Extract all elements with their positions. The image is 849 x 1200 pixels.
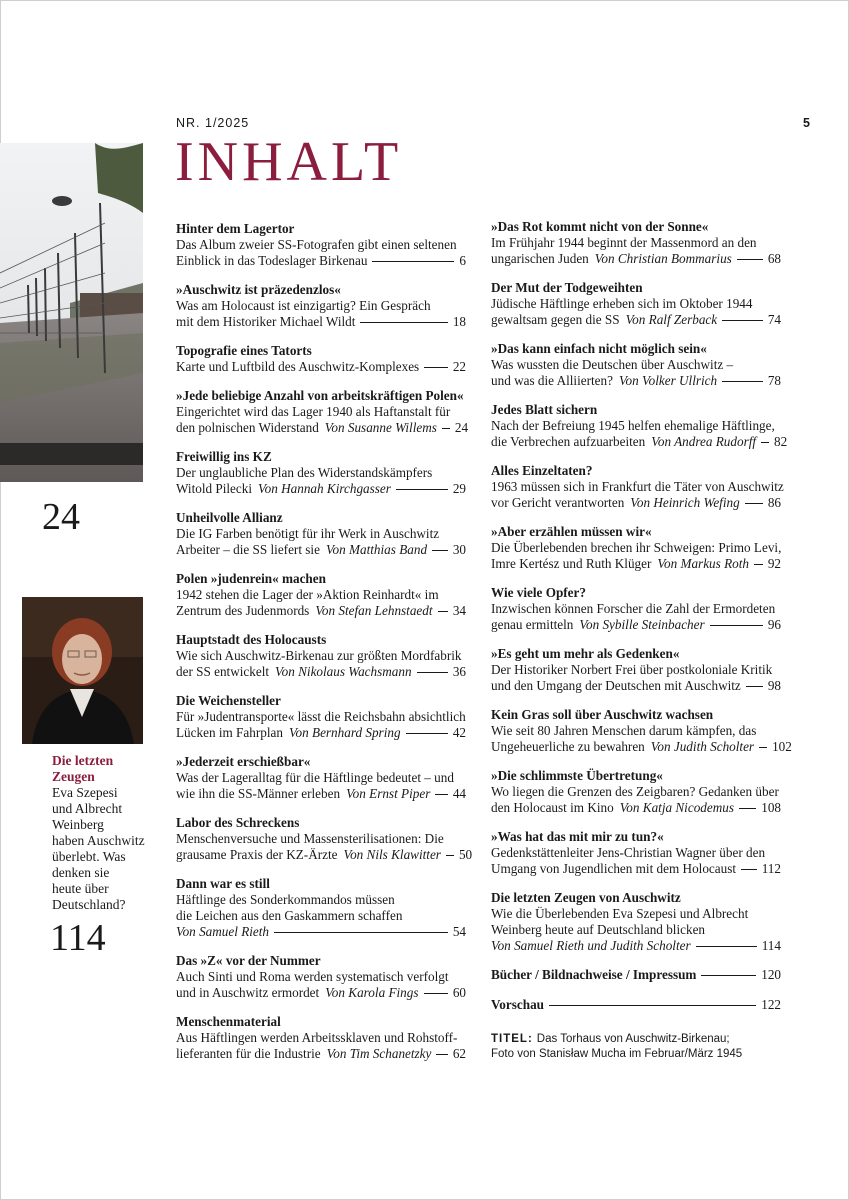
toc-entry-description: Gedenkstättenleiter Jens-Christian Wagner über den bbox=[491, 845, 766, 860]
toc-entry-title: »Aber erzählen müssen wir« bbox=[491, 524, 652, 539]
leader-line bbox=[274, 932, 448, 933]
toc-entry-author: Von Tim Schanetzky bbox=[326, 1046, 432, 1061]
toc-entry[interactable] bbox=[176, 282, 466, 330]
toc-entry[interactable] bbox=[491, 646, 781, 694]
toc-entry-last-line bbox=[491, 556, 781, 572]
leader-line bbox=[696, 946, 757, 947]
toc-entry-title: Hauptstadt des Holocausts bbox=[176, 632, 327, 647]
toc-entry[interactable] bbox=[491, 768, 781, 816]
toc-entry[interactable] bbox=[176, 388, 469, 436]
toc-page-number: 68 bbox=[767, 251, 781, 266]
leader-line bbox=[741, 869, 757, 870]
leader-line bbox=[746, 686, 763, 687]
toc-entry-description: Lücken im Fahrplan bbox=[176, 725, 283, 740]
toc-entry-description: Der unglaubliche Plan des Widerstandskämpfers bbox=[176, 465, 433, 480]
leader-line bbox=[701, 975, 756, 976]
toc-entry-author: Von Nikolaus Wachsmann bbox=[275, 664, 412, 679]
leader-line bbox=[438, 611, 448, 612]
toc-entry-description: vor Gericht verantworten bbox=[491, 495, 625, 510]
toc-entry-author: Von Katja Nicodemus bbox=[619, 800, 734, 815]
toc-entry-title: Freiwillig ins KZ bbox=[176, 449, 272, 464]
toc-entry-title: Jedes Blatt sichern bbox=[491, 402, 598, 417]
caption-line: und Albrecht bbox=[52, 801, 123, 816]
caption-line: Deutschland? bbox=[52, 897, 126, 912]
toc-entry-last-line bbox=[491, 434, 788, 450]
toc-page-number: 96 bbox=[767, 617, 781, 632]
leader-line bbox=[436, 1054, 447, 1055]
toc-entry-title: Polen »judenrein« machen bbox=[176, 571, 326, 586]
toc-entry-title: Alles Einzeltaten? bbox=[491, 463, 593, 478]
toc-entry-last-line bbox=[491, 251, 781, 267]
toc-entry-description: Jüdische Häftlinge erheben sich im Oktober 1944 bbox=[491, 296, 753, 311]
toc-entry-description: und in Auschwitz ermordet bbox=[176, 985, 320, 1000]
toc-page-number: 44 bbox=[452, 786, 466, 801]
toc-entry-description: Wie die Überlebenden Eva Szepesi und Albrecht bbox=[491, 906, 749, 921]
toc-entry[interactable] bbox=[176, 1014, 466, 1062]
toc-entry[interactable] bbox=[491, 219, 781, 267]
toc-entry-last-line bbox=[176, 847, 473, 863]
toc-entry-last-line bbox=[491, 938, 781, 954]
toc-entry-description: Weinberg heute auf Deutschland blicken bbox=[491, 922, 706, 937]
toc-entry-description: gewaltsam gegen die SS bbox=[491, 312, 620, 327]
toc-entry-title: Der Mut der Todgeweihten bbox=[491, 280, 643, 295]
toc-page-number: 102 bbox=[772, 739, 792, 754]
leader-line bbox=[739, 808, 756, 809]
leader-line bbox=[446, 855, 454, 856]
toc-entry-title: »Es geht um mehr als Gedenken« bbox=[491, 646, 680, 661]
cover-credit bbox=[491, 1032, 791, 1062]
toc-page-number: 34 bbox=[452, 603, 466, 618]
toc-entry-last-line bbox=[176, 725, 466, 741]
toc-entry-author: Von Karola Fings bbox=[325, 985, 419, 1000]
toc-entry-description: wie ihn die SS-Männer erleben bbox=[176, 786, 341, 801]
toc-entry-title: »Jede beliebige Anzahl von arbeitskräftigen Polen« bbox=[176, 388, 464, 403]
toc-page-number: 29 bbox=[452, 481, 466, 496]
toc-page-number: 24 bbox=[454, 420, 469, 435]
toc-column-left bbox=[176, 221, 473, 1075]
toc-page-number: 22 bbox=[452, 359, 466, 374]
camp-fence-photo[interactable] bbox=[0, 143, 143, 482]
leader-line bbox=[761, 442, 769, 443]
cover-line-2: Foto von Stanisław Mucha im Februar/März 1945 bbox=[491, 1048, 743, 1060]
toc-entry-description: 1942 stehen die Lager der »Aktion Reinhardt« im bbox=[176, 587, 439, 602]
toc-entry-description: Die Überlebenden brechen ihr Schweigen: Primo Levi, bbox=[491, 540, 782, 555]
toc-entry-title: Unheilvolle Allianz bbox=[176, 510, 283, 525]
leader-line bbox=[424, 993, 448, 994]
toc-entry-author: Von Nils Klawitter bbox=[343, 847, 441, 862]
caption-line: Weinberg bbox=[52, 817, 104, 832]
toc-entry-description: Wo liegen die Grenzen des Zeigbaren? Gedanken über bbox=[491, 784, 779, 799]
toc-entry-title: Dann war es still bbox=[176, 876, 270, 891]
leader-line bbox=[406, 733, 448, 734]
toc-entry[interactable] bbox=[491, 585, 781, 633]
toc-entry[interactable] bbox=[491, 829, 781, 877]
issue-number: NR. 1/2025 bbox=[176, 116, 250, 130]
toc-entry-title: »Das kann einfach nicht möglich sein« bbox=[491, 341, 707, 356]
toc-entry-last-line bbox=[491, 312, 781, 328]
toc-entry-author: Von Hannah Kirchgasser bbox=[258, 481, 391, 496]
toc-entry[interactable] bbox=[176, 815, 473, 863]
leader-line bbox=[396, 489, 448, 490]
caption-line: denken sie bbox=[52, 865, 110, 880]
toc-entry-last-line bbox=[491, 739, 792, 755]
toc-page-number: 98 bbox=[767, 678, 781, 693]
toc-entry[interactable] bbox=[491, 707, 792, 755]
toc-entry-title: Die Weichensteller bbox=[176, 693, 281, 708]
toc-entry[interactable] bbox=[176, 953, 466, 1001]
leader-line bbox=[442, 428, 450, 429]
toc-entry-title: »Auschwitz ist präzedenzlos« bbox=[176, 282, 341, 297]
toc-entry-author: Von Volker Ullrich bbox=[618, 373, 718, 388]
toc-entry-description: Menschenversuche und Massensterilisationen: Die bbox=[176, 831, 444, 846]
feature-page-number-top: 24 bbox=[42, 496, 80, 538]
toc-entry-description: Aus Häftlingen werden Arbeitssklaven und Rohstoff- bbox=[176, 1030, 458, 1045]
toc-page-number: 92 bbox=[767, 556, 781, 571]
toc-entry-title: Menschenmaterial bbox=[176, 1014, 281, 1029]
cover-line-1: Das Torhaus von Auschwitz-Birkenau; bbox=[536, 1033, 730, 1045]
toc-page-number: 82 bbox=[774, 434, 788, 449]
toc-entry[interactable] bbox=[491, 341, 781, 389]
toc-entry-title: »Die schlimmste Übertretung« bbox=[491, 768, 663, 783]
toc-page-number: 120 bbox=[761, 967, 781, 982]
toc-entry[interactable] bbox=[491, 402, 788, 450]
toc-entry-description: Ungeheuerliche zu bewahren bbox=[491, 739, 645, 754]
toc-page-number: 6 bbox=[459, 253, 466, 268]
toc-entry-description: und den Umgang der Deutschen mit Auschwitz bbox=[491, 678, 741, 693]
toc-entry[interactable] bbox=[176, 693, 466, 741]
toc-entry[interactable] bbox=[176, 510, 466, 558]
leader-line bbox=[737, 259, 763, 260]
toc-entry-description: lieferanten für die Industrie bbox=[176, 1046, 321, 1061]
toc-entry-title: Das »Z« vor der Nummer bbox=[176, 953, 321, 968]
toc-entry-last-line bbox=[176, 253, 466, 269]
toc-entry-author: Von Sybille Steinbacher bbox=[579, 617, 705, 632]
toc-entry-author: Von Andrea Rudorff bbox=[651, 434, 757, 449]
leader-line bbox=[432, 550, 448, 551]
toc-entry-title: »Das Rot kommt nicht von der Sonne« bbox=[491, 219, 709, 234]
toc-entry-title: Wie viele Opfer? bbox=[491, 585, 586, 600]
toc-entry-last-line bbox=[176, 786, 466, 802]
toc-entry-author: Von Heinrich Wefing bbox=[630, 495, 740, 510]
leader-line bbox=[722, 381, 763, 382]
toc-page-number: 50 bbox=[458, 847, 473, 862]
toc-page-number: 36 bbox=[452, 664, 466, 679]
leader-line bbox=[435, 794, 447, 795]
toc-entry[interactable] bbox=[491, 967, 781, 983]
toc-entry-title: Bücher / Bildnachweise / Impressum bbox=[491, 967, 697, 982]
toc-entry-last-line bbox=[491, 967, 781, 983]
toc-entry-description: Umgang von Jugendlichen mit dem Holocaust bbox=[491, 861, 737, 876]
leader-line bbox=[417, 672, 448, 673]
toc-entry-description: Häftlinge des Sonderkommandos müssen bbox=[176, 892, 395, 907]
toc-page-number: 122 bbox=[761, 997, 781, 1012]
toc-entry[interactable] bbox=[176, 449, 466, 497]
toc-page-number: 86 bbox=[767, 495, 781, 510]
photo-caption bbox=[52, 753, 144, 913]
toc-page-number: 62 bbox=[452, 1046, 466, 1061]
toc-page-number: 54 bbox=[452, 924, 466, 939]
leader-line bbox=[722, 320, 763, 321]
toc-entry-last-line bbox=[491, 617, 781, 633]
toc-entry-author: Von Bernhard Spring bbox=[288, 725, 401, 740]
toc-page-number: 112 bbox=[761, 861, 781, 876]
toc-entry-author: Von Samuel Rieth und Judith Scholter bbox=[491, 938, 691, 953]
toc-entry-title: Hinter dem Lagertor bbox=[176, 221, 295, 236]
toc-entry[interactable] bbox=[176, 754, 466, 802]
toc-entry-title: Die letzten Zeugen von Auschwitz bbox=[491, 890, 681, 905]
toc-entry[interactable] bbox=[491, 890, 781, 954]
caption-line: überlebt. Was bbox=[52, 849, 126, 864]
toc-entry-title: Kein Gras soll über Auschwitz wachsen bbox=[491, 707, 714, 722]
toc-entry-description: Eingerichtet wird das Lager 1940 als Haftanstalt für bbox=[176, 404, 451, 419]
toc-entry-last-line bbox=[491, 678, 781, 694]
toc-entry-title: Vorschau bbox=[491, 997, 545, 1012]
toc-entry-title: Topografie eines Tatorts bbox=[176, 343, 312, 358]
leader-line bbox=[759, 747, 767, 748]
toc-entry-last-line bbox=[176, 664, 466, 680]
toc-entry-last-line bbox=[176, 481, 466, 497]
toc-entry[interactable] bbox=[176, 876, 466, 940]
toc-entry-description: die Verbrechen aufzuarbeiten bbox=[491, 434, 646, 449]
toc-entry-author: Von Stefan Lehnstaedt bbox=[315, 603, 433, 618]
toc-entry-description: Einblick in das Todeslager Birkenau bbox=[176, 253, 368, 268]
caption-title-line: Die letzten bbox=[52, 753, 114, 768]
toc-entry-description: Auch Sinti und Roma werden systematisch verfolgt bbox=[176, 969, 449, 984]
leader-line bbox=[360, 322, 447, 323]
toc-entry-description: Im Frühjahr 1944 beginnt der Massenmord an den bbox=[491, 235, 757, 250]
caption-title-line: Zeugen bbox=[52, 769, 95, 784]
toc-entry-description: Zentrum des Judenmords bbox=[176, 603, 310, 618]
toc-entry-description: Was der Lageralltag für die Häftlinge bedeutet – und bbox=[176, 770, 454, 785]
toc-entry-description: der SS entwickelt bbox=[176, 664, 270, 679]
toc-entry-description: Arbeiter – die SS liefert sie bbox=[176, 542, 320, 557]
toc-entry-last-line bbox=[491, 800, 781, 816]
leader-line bbox=[745, 503, 763, 504]
toc-page-number: 30 bbox=[452, 542, 466, 557]
toc-entry-author: Von Markus Roth bbox=[657, 556, 749, 571]
toc-entry-description: und was die Alliierten? bbox=[491, 373, 613, 388]
portrait-photo[interactable] bbox=[22, 597, 143, 744]
toc-entry[interactable] bbox=[491, 463, 784, 511]
caption-line: heute über bbox=[52, 881, 109, 896]
caption-line: Eva Szepesi bbox=[52, 785, 118, 800]
toc-entry-author: Von Ralf Zerback bbox=[625, 312, 718, 327]
toc-entry-last-line bbox=[176, 359, 466, 375]
toc-entry-description: den polnischen Widerstand bbox=[176, 420, 319, 435]
toc-entry-last-line bbox=[176, 1046, 466, 1062]
toc-entry-description: Wie seit 80 Jahren Menschen darum kämpfen, das bbox=[491, 723, 757, 738]
toc-page-number: 114 bbox=[761, 938, 781, 953]
toc-page-number: 74 bbox=[767, 312, 781, 327]
toc-entry-last-line bbox=[176, 542, 466, 558]
toc-page-number: 78 bbox=[767, 373, 781, 388]
leader-line bbox=[549, 1005, 756, 1006]
toc-entry-description: Was am Holocaust ist einzigartig? Ein Gespräch bbox=[176, 298, 431, 313]
toc-entry[interactable] bbox=[176, 221, 466, 269]
leader-line bbox=[372, 261, 454, 262]
toc-entry[interactable] bbox=[491, 280, 781, 328]
toc-page-number: 60 bbox=[452, 985, 466, 1000]
toc-entry-author: Von Christian Bommarius bbox=[594, 251, 732, 266]
toc-page-number: 108 bbox=[761, 800, 781, 815]
toc-entry-last-line bbox=[176, 924, 466, 940]
toc-entry-last-line bbox=[176, 314, 466, 330]
toc-entry-description: Nach der Befreiung 1945 helfen ehemalige Häftlinge, bbox=[491, 418, 775, 433]
toc-entry-author: Von Judith Scholter bbox=[650, 739, 755, 754]
feature-page-number-bottom: 114 bbox=[50, 917, 106, 959]
toc-entry-last-line bbox=[491, 495, 781, 511]
toc-entry-description: ungarischen Juden bbox=[491, 251, 589, 266]
leader-line bbox=[754, 564, 763, 565]
toc-entry-description: 1963 müssen sich in Frankfurt die Täter von Auschwitz bbox=[491, 479, 784, 494]
toc-entry-last-line bbox=[491, 861, 781, 877]
cover-label: TITEL: bbox=[491, 1033, 533, 1045]
page-number: 5 bbox=[803, 116, 810, 130]
toc-entry-description: Inzwischen können Forscher die Zahl der Ermordeten bbox=[491, 601, 776, 616]
toc-entry-description: genau ermitteln bbox=[491, 617, 574, 632]
toc-entry-description: Wie sich Auschwitz-Birkenau zur größten Mordfabrik bbox=[176, 648, 462, 663]
toc-entry-description: grausame Praxis der KZ-Ärzte bbox=[176, 847, 338, 862]
toc-entry[interactable] bbox=[176, 632, 466, 680]
toc-page-number: 42 bbox=[452, 725, 466, 740]
toc-entry-title: »Jederzeit erschießbar« bbox=[176, 754, 311, 769]
toc-entry-last-line bbox=[176, 985, 466, 1001]
toc-entry-author: Von Matthias Band bbox=[325, 542, 428, 557]
toc-entry-description: Was wussten die Deutschen über Auschwitz – bbox=[491, 357, 734, 372]
page-title: INHALT bbox=[175, 131, 403, 193]
toc-entry-description: Karte und Luftbild des Auschwitz-Komplexes bbox=[176, 359, 420, 374]
toc-entry-description: Für »Judentransporte« lässt die Reichsbahn absichtlich bbox=[176, 709, 466, 724]
toc-entry-author: Von Susanne Willems bbox=[324, 420, 437, 435]
toc-entry[interactable] bbox=[491, 997, 781, 1013]
toc-entry-last-line bbox=[176, 420, 469, 436]
toc-entry[interactable] bbox=[491, 524, 781, 572]
toc-entry[interactable] bbox=[176, 571, 466, 619]
toc-entry-description: die Leichen aus den Gaskammern schaffen bbox=[176, 908, 403, 923]
toc-page-number: 18 bbox=[452, 314, 466, 329]
leader-line bbox=[424, 367, 448, 368]
leader-line bbox=[710, 625, 763, 626]
toc-entry-description: Witold Pilecki bbox=[176, 481, 253, 496]
toc-column-right bbox=[491, 219, 792, 1027]
toc-entry-description: den Holocaust im Kino bbox=[491, 800, 614, 815]
toc-entry[interactable] bbox=[176, 343, 466, 375]
toc-entry-description: Der Historiker Norbert Frei über postkoloniale Kritik bbox=[491, 662, 773, 677]
toc-entry-description: Das Album zweier SS-Fotografen gibt einen seltenen bbox=[176, 237, 457, 252]
toc-entry-last-line bbox=[491, 997, 781, 1013]
toc-entry-description: mit dem Historiker Michael Wildt bbox=[176, 314, 356, 329]
toc-entry-title: »Was hat das mit mir zu tun?« bbox=[491, 829, 664, 844]
toc-entry-description: Imre Kertész und Ruth Klüger bbox=[491, 556, 652, 571]
toc-entry-description: Die IG Farben benötigt für ihr Werk in Auschwitz bbox=[176, 526, 440, 541]
toc-entry-last-line bbox=[176, 603, 466, 619]
toc-entry-title: Labor des Schreckens bbox=[176, 815, 300, 830]
caption-line: haben Auschwitz bbox=[52, 833, 145, 848]
toc-entry-author: Von Samuel Rieth bbox=[176, 924, 270, 939]
toc-entry-author: Von Ernst Piper bbox=[346, 786, 431, 801]
toc-entry-last-line bbox=[491, 373, 781, 389]
